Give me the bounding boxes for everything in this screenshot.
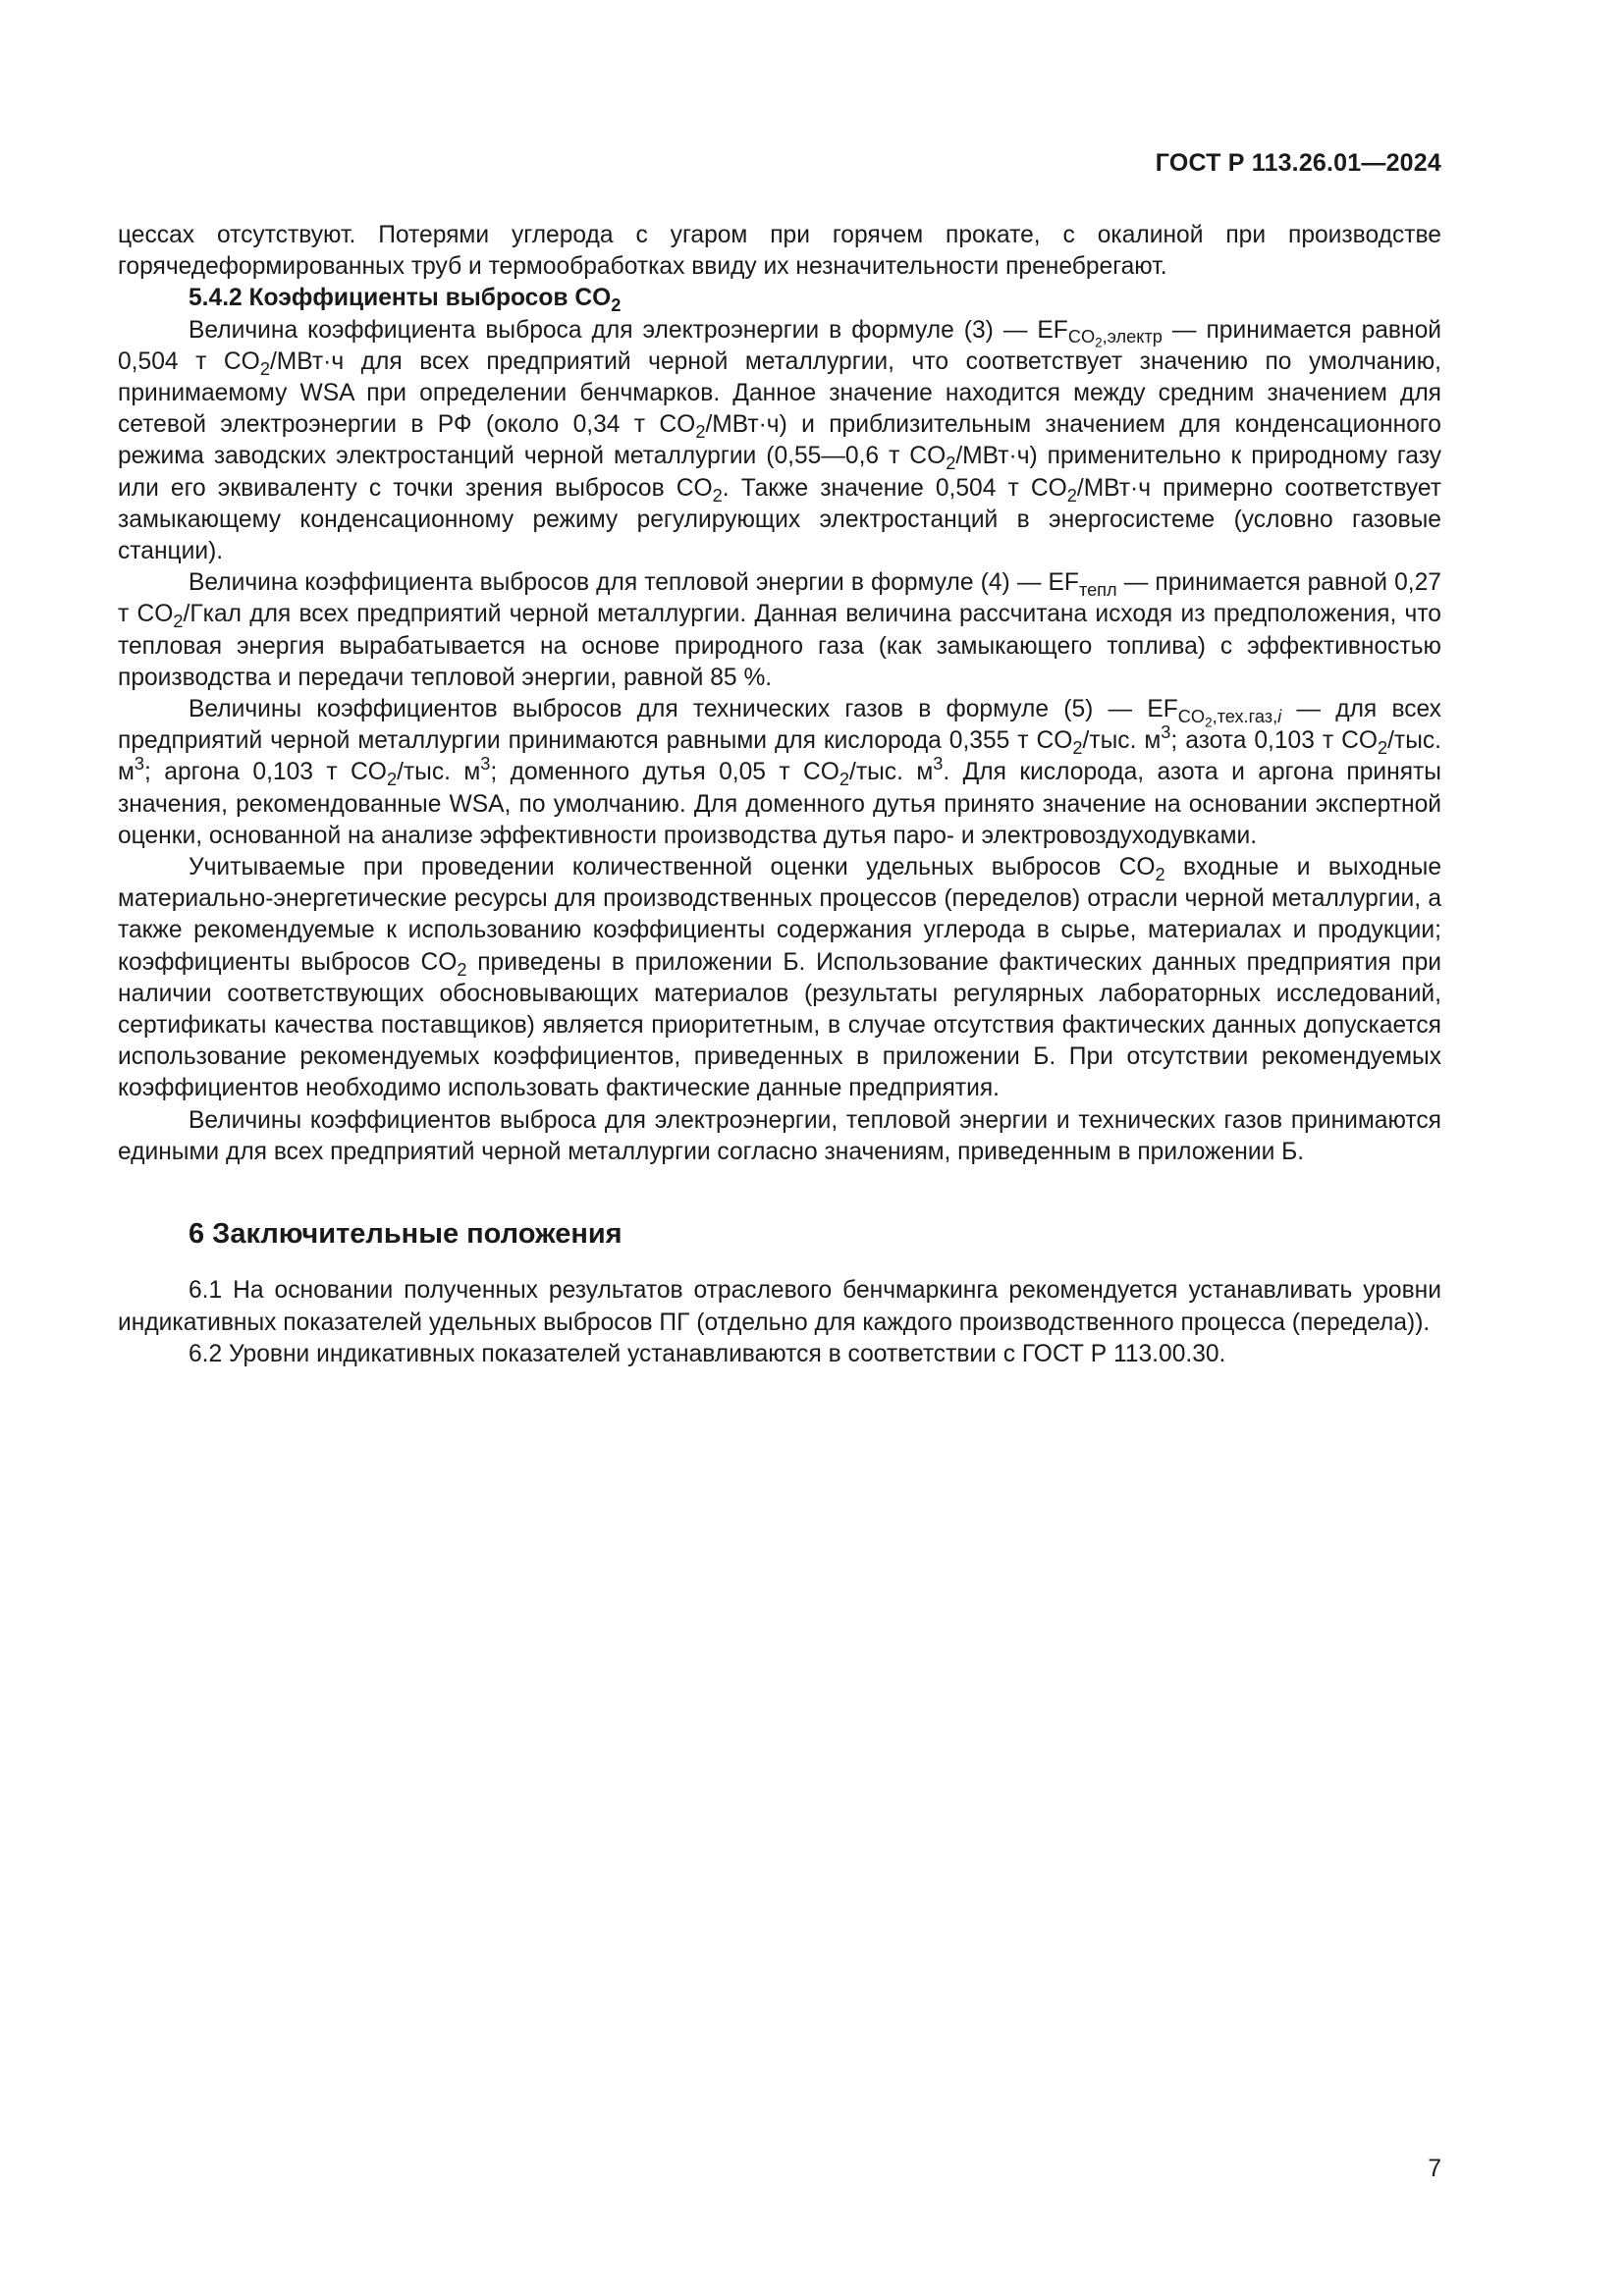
text-run: Учитываемые при проведении количественной оценки удельных выбросов CO [189,854,1156,881]
text-run: ,электр [1102,327,1163,347]
paragraph-technical-gases-coefficient [118,694,1441,852]
subscript: 2 [946,454,956,474]
subscript [1067,327,1163,350]
italic-index: i [1277,706,1282,726]
subscript: 2 [457,959,467,980]
subscript: 2 [712,485,723,506]
text-run: . Также значение 0,504 т CO [722,474,1067,502]
text-run: ; азота 0,103 т CO [1170,727,1378,755]
subscript: 2 [1095,335,1103,350]
paragraph-continuation: цессах отсутствуют. Потерями углерода с угаром при горячем прокате, с окалиной при производстве горячедеформированных труб и термообработках ввиду их незначительности пренебрегают. [118,222,1441,281]
text-run: Величины коэффициентов выбросов для технических газов в формуле (5) — EF [189,696,1178,723]
text-run: /тыс. м [397,759,481,786]
subscript: 2 [611,295,622,316]
subscript: 2 [1155,864,1165,884]
subscript: 2 [695,422,706,443]
text-run: ,тех.газ, [1212,706,1278,726]
text-run: . Для кислорода, азота и аргона приняты значения, рекомендованные WSA, по умолчанию. Для доменного дутья принято значение на основании экспертной оценки, основанной на анализе эффективности производства дутья паро- и электровоздуходувками. [118,759,1441,849]
paragraph-electricity-coefficient [118,315,1441,568]
text-run: — принимается равной 0,27 т CO [118,569,1441,628]
paragraph-material-energy-resources [118,852,1441,1105]
text-run: ; аргона 0,103 т CO [144,759,387,786]
text-run: /тыс. м [1082,727,1162,755]
paragraph-6-2: 6.2 Уровни индикативных показателей устанавливаются в соответствии с ГОСТ Р 113.00.30. [189,1340,1226,1367]
subscript: 2 [386,770,398,790]
paragraph-heat-coefficient [118,567,1441,694]
text-run: /МВт·ч) применительно к природному газу или его эквиваленту с точки зрения выбросов CO [118,443,1442,502]
subscript: 2 [1377,738,1388,759]
text-run: — для всех предприятий черной металлургии принимаются равными для кислорода 0,355 т CO [118,696,1441,755]
section-heading-6: 6 Заключительные положения [189,1218,623,1251]
subscript: 2 [259,358,270,379]
superscript: 3 [933,754,944,774]
text-run: — принимается равной 0,504 т CO [118,316,1441,375]
document-code-header: ГОСТ Р 113.26.01—2024 [1155,149,1441,177]
paragraph-6-1: 6.1 На основании полученных результатов отраслевого бенчмаркинга рекомендуется устанавливать уровни индикативных показателей удельных выбросов ПГ (отдельно для каждого производственного процесса (передела)). [118,1277,1441,1336]
text-run: /тыс. м [118,727,1441,786]
text-run: CO [1067,327,1096,347]
text-run: /МВт·ч) и приблизительным значением для конденсационного режима заводских электростанций черной металлургии (0,55—0,6 т CO [118,411,1441,470]
subscript: 2 [173,612,184,632]
text-run: /тыс. м [849,759,934,786]
subscript [1177,706,1282,730]
text-run: Величина коэффициента выброса для электроэнергии в формуле (3) — EF [189,316,1068,344]
text-run: входные и выходные материально-энергетические ресурсы для производственных процессов (переделов) отрасли черной металлургии, а также рекомендуемые к использованию коэффициенты содержания углерода в сырье, материалах и продукции; коэффициенты выбросов CO [118,854,1441,976]
superscript: 3 [480,754,491,774]
subscript: 2 [839,770,850,790]
text-run: /Гкал для всех предприятий черной металлургии. Данная величина рассчитана исходя из предположения, что тепловая энергия вырабатывается на основе природного газа (как замыкающего топлива) с эффективностью производства и передачи тепловой энергии, равной 85 %. [118,601,1441,691]
paragraph-uniform-coefficients: Величины коэффициентов выброса для электроэнергии, тепловой энергии и технических газов принимаются едиными для всех предприятий черной металлургии согласно значениям, приведенным в приложении Б. [118,1106,1441,1165]
subscript: тепл [1078,580,1117,601]
text-run: приведены в приложении Б. Использование фактических данных предприятия при наличии соответствующих обосновывающих материалов (результаты регулярных лабораторных исследований, сертификаты качества поставщиков) является приоритетным, в случае отсутствия фактических данных допускается использование рекомендуемых коэффициентов, приведенных в приложении Б. При отсутствии рекомендуемых коэффициентов необходимо использовать фактические данные предприятия. [118,948,1442,1102]
superscript: 3 [1161,722,1171,743]
subscript: 2 [1205,715,1213,730]
subsection-heading-text: 5.4.2 Коэффициенты выбросов CO [189,285,612,312]
page-number: 7 [1428,2156,1441,2182]
text-run: /МВт·ч примерно соответствует замыкающему конденсационному режиму регулирующих электростанций в энергосистеме (условно газовые станции). [118,474,1441,565]
subscript: 2 [1066,485,1077,506]
superscript: 3 [134,754,145,774]
text-run: /МВт·ч для всех предприятий черной металлургии, что соответствует значению по умолчанию, принимаемому WSA при определении бенчмарков. Данное значение находится между средним значением для сетевой электроэнергии в РФ (около 0,34 т CO [118,347,1442,439]
text-run: ; доменного дутья 0,05 т CO [490,759,839,786]
subsection-heading-5-4-2 [118,283,1441,314]
text-run: CO [1177,706,1206,726]
text-run: Величина коэффициента выбросов для тепловой энергии в формуле (4) — EF [189,569,1079,597]
document-body [118,220,1441,1370]
subscript: 2 [1072,738,1083,759]
